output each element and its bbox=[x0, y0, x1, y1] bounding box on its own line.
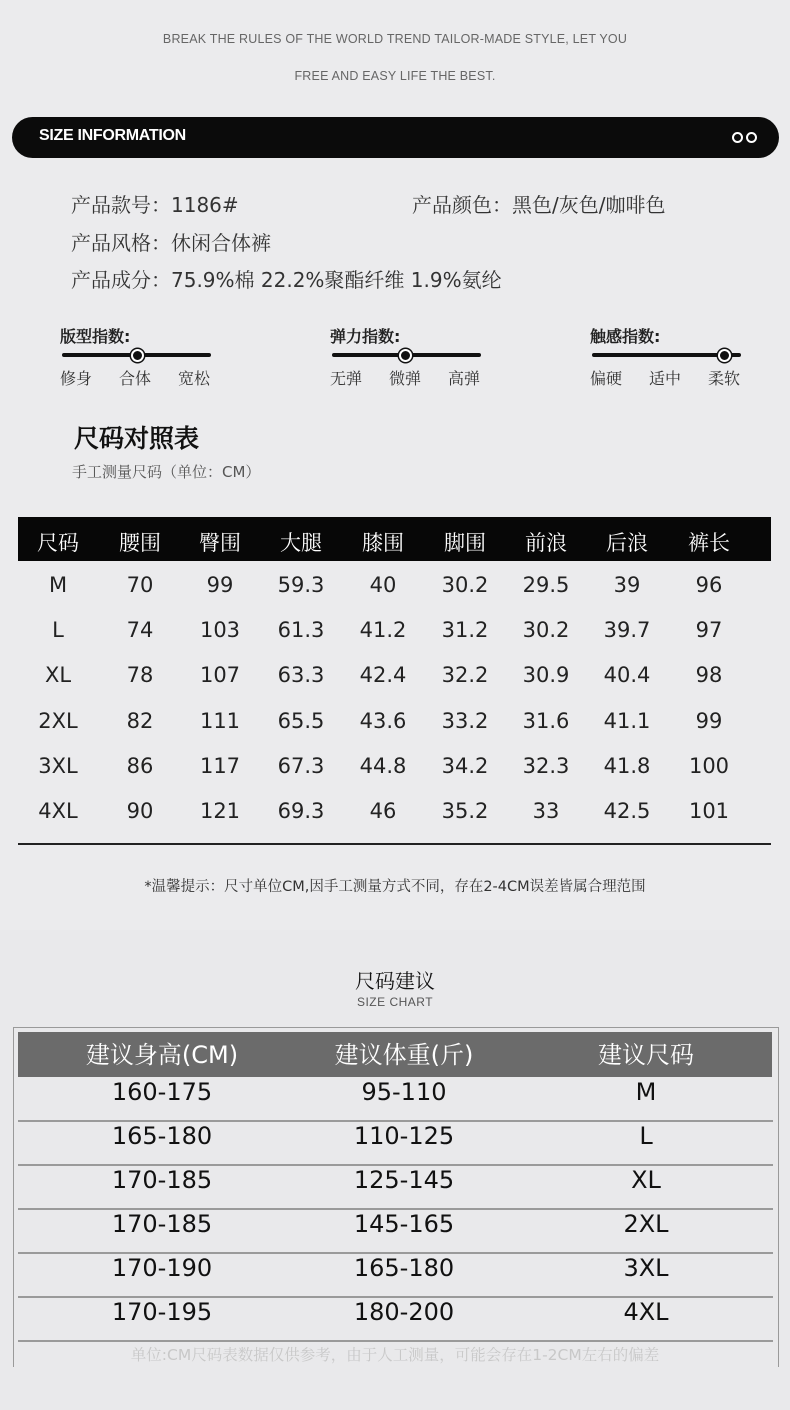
size-table-cell: 33.2 bbox=[441, 708, 489, 733]
circle-icon bbox=[746, 132, 757, 143]
size-table-cell: 3XL bbox=[38, 753, 78, 778]
touch-index-marker bbox=[718, 349, 731, 362]
size-chart-header-cell: 建议尺码 bbox=[598, 1041, 694, 1069]
size-chart-cell: 145-165 bbox=[353, 1210, 455, 1238]
size-chart-header-cell: 建议身高(CM) bbox=[85, 1041, 239, 1069]
size-table-header-cell: 脚围 bbox=[444, 531, 486, 555]
header-tagline-2: FREE AND EASY LIFE THE BEST. bbox=[294, 69, 496, 83]
size-table-cell: 98 bbox=[695, 663, 723, 688]
size-table-cell: L bbox=[52, 618, 64, 643]
size-table-cell: 39.7 bbox=[603, 618, 651, 643]
size-table-cell: 31.6 bbox=[522, 708, 570, 733]
size-chart-title: 尺码建议 bbox=[355, 969, 435, 993]
size-table-cell: 100 bbox=[688, 753, 730, 778]
size-table-cell: 97 bbox=[695, 618, 723, 643]
size-table-cell: 101 bbox=[688, 799, 730, 823]
row-divider bbox=[18, 1340, 773, 1342]
elasticity-index-title: 弹力指数: bbox=[330, 327, 401, 346]
size-table-subtitle: 手工测量尺码（单位：CM） bbox=[72, 463, 261, 481]
size-table-cell: 70 bbox=[126, 573, 154, 597]
size-table-header-cell: 腰围 bbox=[119, 531, 161, 555]
size-table-cell: 111 bbox=[199, 708, 241, 733]
size-chart-cell: 165-180 bbox=[111, 1122, 213, 1150]
size-chart-cell: 3XL bbox=[623, 1254, 669, 1282]
size-table-header-cell: 裤长 bbox=[688, 531, 730, 555]
divider bbox=[18, 843, 771, 845]
size-chart-cell: 2XL bbox=[623, 1210, 669, 1238]
size-chart-cell: 170-195 bbox=[111, 1298, 213, 1326]
size-chart-footnote: 单位:CM尺码表数据仅供参考，由于人工测量，可能会存在1-2CM左右的偏差 bbox=[130, 1346, 660, 1364]
product-material: 产品成分：75.9%棉 22.2%聚酯纤维 1.9%氨纶 bbox=[71, 268, 502, 292]
size-table-header-cell: 后浪 bbox=[606, 531, 648, 555]
size-chart-header bbox=[18, 1032, 772, 1077]
size-table-cell: 32.2 bbox=[441, 663, 489, 688]
size-table-header-cell: 尺码 bbox=[37, 531, 79, 555]
size-table-cell: 107 bbox=[199, 663, 241, 688]
size-table-cell: 40.4 bbox=[603, 663, 651, 688]
size-table-cell: 121 bbox=[199, 799, 241, 823]
product-style: 产品风格：休闲合体裤 bbox=[71, 231, 271, 255]
size-table-cell: 39 bbox=[613, 573, 641, 597]
fit-index-label: 合体 bbox=[119, 369, 152, 388]
size-table-cell: XL bbox=[44, 663, 72, 688]
size-table-header bbox=[18, 517, 771, 561]
touch-index-title: 触感指数: bbox=[590, 327, 661, 346]
size-table-cell: 4XL bbox=[38, 799, 78, 823]
size-table-cell: 69.3 bbox=[277, 799, 325, 823]
size-table-cell: 61.3 bbox=[277, 618, 325, 643]
size-chart-cell: XL bbox=[631, 1166, 661, 1194]
fit-index-marker bbox=[131, 349, 144, 362]
size-chart-cell: 125-145 bbox=[353, 1166, 455, 1194]
size-chart-cell: 4XL bbox=[623, 1298, 669, 1326]
elasticity-index-label: 微弹 bbox=[389, 369, 422, 388]
size-table-cell: 63.3 bbox=[277, 663, 325, 688]
size-table-cell: 96 bbox=[695, 573, 723, 597]
size-table-header-cell: 大腿 bbox=[280, 531, 322, 555]
size-table-header-cell: 臀围 bbox=[199, 531, 241, 555]
touch-index-label: 适中 bbox=[649, 369, 682, 388]
banner-title: SIZE INFORMATION bbox=[39, 127, 186, 144]
size-table-cell: 59.3 bbox=[277, 573, 325, 597]
elasticity-index-label: 无弹 bbox=[330, 369, 363, 388]
size-table-title: 尺码对照表 bbox=[74, 424, 200, 453]
size-table-cell: 43.6 bbox=[359, 708, 407, 733]
size-table-cell: 42.5 bbox=[603, 799, 651, 823]
size-table-cell: 41.8 bbox=[603, 753, 651, 778]
size-table-cell: 40 bbox=[369, 573, 397, 597]
circle-icon bbox=[732, 132, 743, 143]
size-info-banner bbox=[12, 117, 779, 158]
size-chart-cell: M bbox=[635, 1078, 657, 1106]
size-table-cell: 30.2 bbox=[441, 573, 489, 597]
size-chart-subtitle: SIZE CHART bbox=[356, 995, 434, 1009]
size-table-header-cell: 前浪 bbox=[525, 531, 567, 555]
size-table-cell: 30.9 bbox=[522, 663, 570, 688]
size-table-cell: 33 bbox=[532, 799, 560, 823]
size-table-cell: 67.3 bbox=[277, 753, 325, 778]
size-table-cell: 78 bbox=[126, 663, 154, 688]
size-notice: *温馨提示：尺寸单位CM,因手工测量方式不同，存在2-4CM误差皆属合理范围 bbox=[144, 879, 646, 895]
size-table-cell: 82 bbox=[126, 708, 154, 733]
size-chart-cell: 180-200 bbox=[353, 1298, 455, 1326]
size-table-cell: 65.5 bbox=[277, 708, 325, 733]
elasticity-index-label: 高弹 bbox=[448, 369, 481, 388]
size-table-cell: 44.8 bbox=[359, 753, 407, 778]
size-chart-cell: 165-180 bbox=[353, 1254, 455, 1282]
size-table-header-cell: 膝围 bbox=[362, 531, 404, 555]
size-chart-header-cell: 建议体重(斤) bbox=[334, 1041, 474, 1069]
size-table-cell: 74 bbox=[126, 618, 154, 643]
fit-index-title: 版型指数: bbox=[60, 327, 131, 346]
size-chart-cell: 95-110 bbox=[361, 1078, 447, 1106]
header-tagline-1: BREAK THE RULES OF THE WORLD TREND TAILOR-MADE STYLE, LET YOU bbox=[162, 32, 628, 46]
size-chart-cell: 160-175 bbox=[111, 1078, 213, 1106]
size-chart-cell: 170-190 bbox=[111, 1254, 213, 1282]
fit-index-label: 修身 bbox=[60, 369, 93, 388]
size-table-cell: 31.2 bbox=[441, 618, 489, 643]
size-table-cell: 30.2 bbox=[522, 618, 570, 643]
size-table-cell: M bbox=[48, 573, 68, 597]
elasticity-index-marker bbox=[399, 349, 412, 362]
product-color: 产品颜色：黑色/灰色/咖啡色 bbox=[412, 193, 666, 217]
fit-index-label: 宽松 bbox=[178, 369, 211, 388]
size-table-cell: 117 bbox=[199, 753, 241, 778]
size-table-cell: 34.2 bbox=[441, 753, 489, 778]
size-chart-cell: 170-185 bbox=[111, 1166, 213, 1194]
size-chart-cell: 170-185 bbox=[111, 1210, 213, 1238]
product-model: 产品款号：1186# bbox=[71, 193, 239, 217]
size-table-cell: 99 bbox=[206, 573, 234, 597]
size-table-cell: 99 bbox=[695, 708, 723, 733]
size-chart-cell: 110-125 bbox=[353, 1122, 455, 1150]
size-table-cell: 29.5 bbox=[522, 573, 570, 597]
touch-index-label: 偏硬 bbox=[590, 369, 623, 388]
size-table-cell: 42.4 bbox=[359, 663, 407, 688]
size-table-cell: 86 bbox=[126, 753, 154, 778]
size-table-cell: 35.2 bbox=[441, 799, 489, 823]
size-chart-cell: L bbox=[639, 1122, 653, 1150]
size-table-cell: 2XL bbox=[38, 708, 78, 733]
size-table-cell: 41.2 bbox=[359, 618, 407, 643]
size-table-cell: 41.1 bbox=[603, 708, 651, 733]
size-table-cell: 103 bbox=[199, 618, 241, 643]
size-table-cell: 90 bbox=[126, 799, 154, 823]
touch-index-label: 柔软 bbox=[708, 369, 741, 388]
size-table-cell: 32.3 bbox=[522, 753, 570, 778]
size-table-cell: 46 bbox=[369, 799, 397, 823]
